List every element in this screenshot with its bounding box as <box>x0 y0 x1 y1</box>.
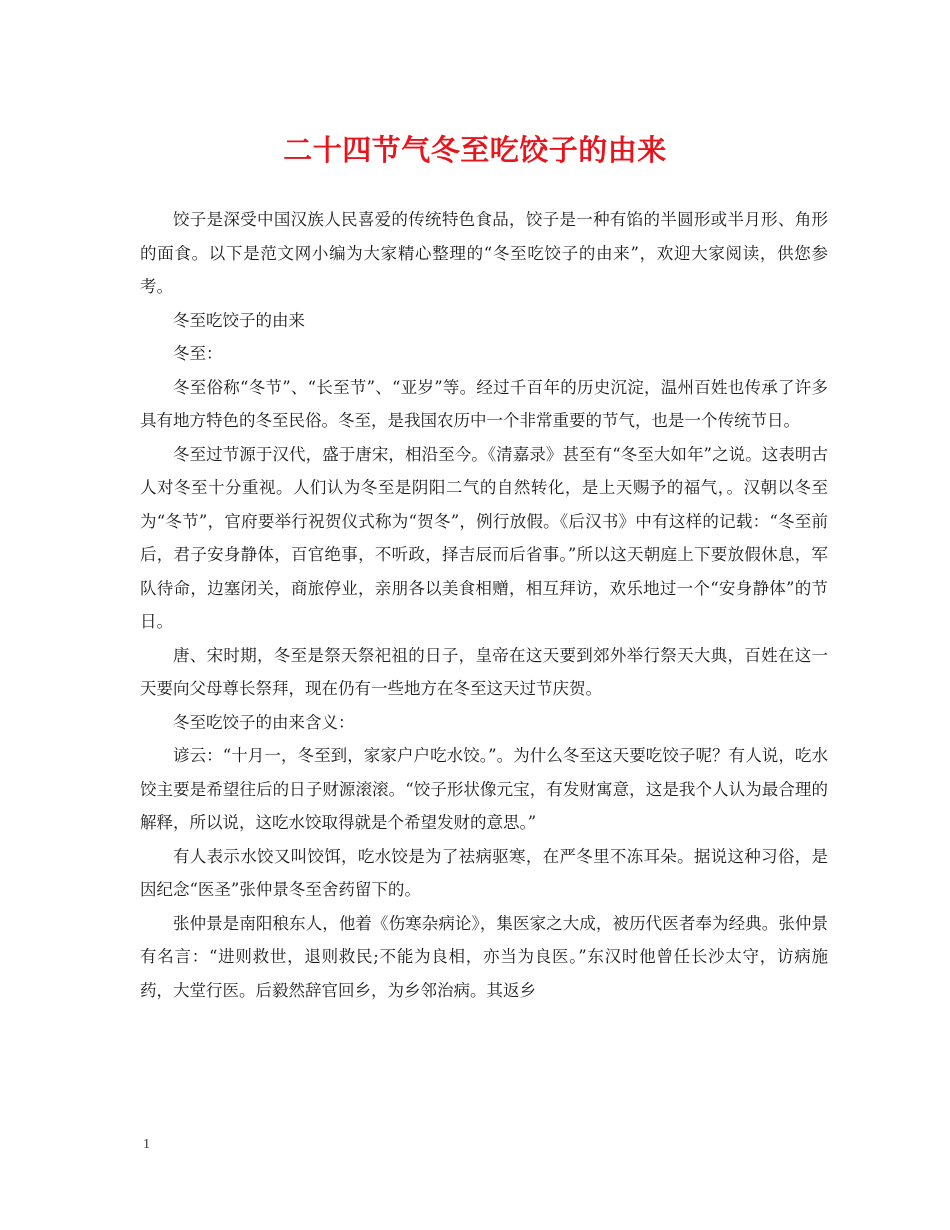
paragraph-tang-song: 唐、宋时期，冬至是祭天祭祀祖的日子，皇帝在这天要到郊外举行祭天大典，百姓在这一天要向父母尊长祭拜，现在仍有一些地方在冬至这天过节庆贺。 <box>140 645 828 698</box>
paragraph-proverb: 谚云：“十月一，冬至到，家家户户吃水饺。”。为什么冬至这天要吃饺子呢？有人说，吃水饺主要是希望往后的日子财源滚滚。“饺子形状像元宝，有发财寓意，这是我个人认为最合理的解释，所以说，这吃水饺取得就是个希望发财的意思。” <box>140 746 828 832</box>
section-heading-origin: 冬至吃饺子的由来 <box>173 310 305 330</box>
section-heading-meaning: 冬至吃饺子的由来含义： <box>173 712 355 732</box>
paragraph-solstice-names: 冬至俗称“冬节”、“长至节”、“亚岁”等。经过千百年的历史沉淀，温州百姓也传承了许多具有地方特色的冬至民俗。冬至，是我国农历中一个非常重要的节气，也是一个传统节日。 <box>140 377 828 430</box>
section-label-winter-solstice: 冬至： <box>173 344 223 363</box>
paragraph-han-dynasty: 冬至过节源于汉代，盛于唐宋，相沿至今。《清嘉录》甚至有“冬至大如年”之说。这表明古人对冬至十分重视。人们认为冬至是阴阳二气的自然转化，是上天赐予的福气，。汉朝以冬至为“冬节”，官府要举行祝贺仪式称为“贺冬”，例行放假。《后汉书》中有这样的记载：“冬至前后，君子安身静体，百官绝事，不听政，择吉辰而后省事。”所以这天朝庭上下要放假休息，军队待命，边塞闭关，商旅停业，亲朋各以美食相赠，相互拜访，欢乐地过一个“安身静体”的节日。 <box>140 444 828 631</box>
paragraph-zhang-zhongjing: 张仲景是南阳稂东人，他着《伤寒杂病论》，集医家之大成，被历代医者奉为经典。张仲景有名言：“进则救世，退则救民;不能为良相，亦当为良医。”东汉时他曾任长沙太守，访病施药，大堂行医。后毅然辞官回乡，为乡邻治病。其返乡 <box>140 913 828 1000</box>
paragraph-ward-off-cold: 有人表示水饺又叫饺饵，吃水饺是为了祛病驱寒，在严冬里不冻耳朵。据说这种习俗，是因纪念“医圣”张仲景冬至舍药留下的。 <box>140 846 828 899</box>
document-title: 二十四节气冬至吃饺子的由来 <box>283 133 667 167</box>
document-body <box>140 203 828 1007</box>
paragraph-intro: 饺子是深受中国汉族人民喜爱的传统特色食品，饺子是一种有馅的半圆形或半月形、角形的面食。以下是范文网小编为大家精心整理的“冬至吃饺子的由来”，欢迎大家阅读，供您参考。 <box>140 210 828 296</box>
page-number: 1 <box>143 1137 150 1152</box>
